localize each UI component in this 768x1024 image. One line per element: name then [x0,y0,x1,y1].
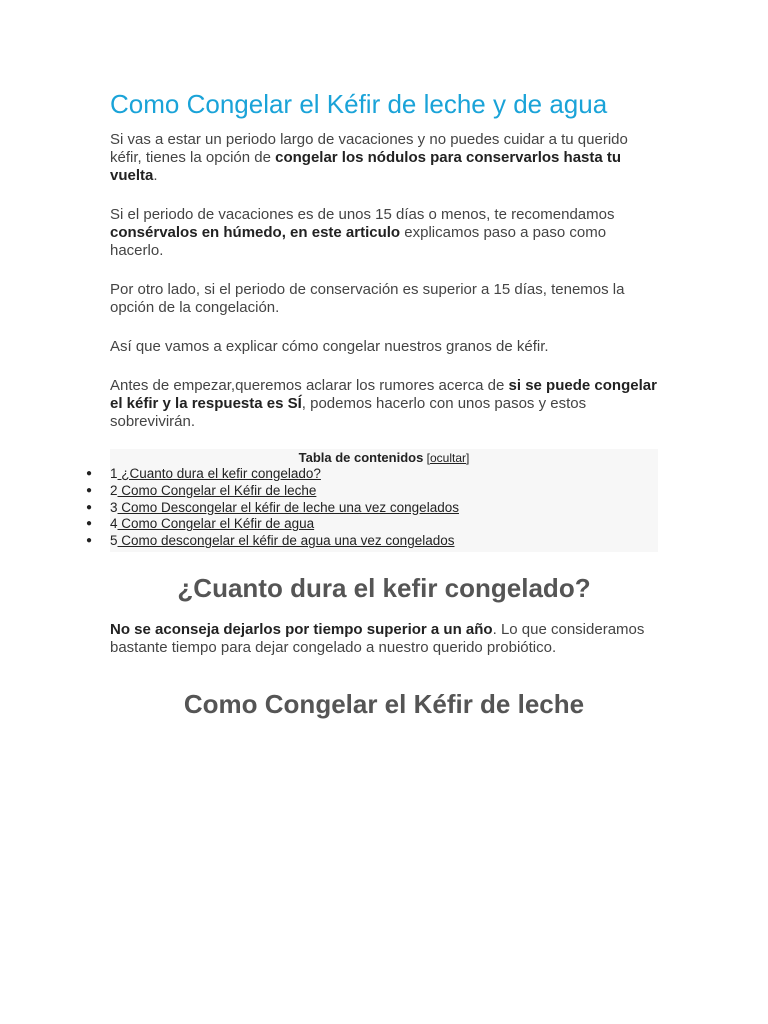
toc-item [86,533,658,550]
toc-list [86,466,658,550]
toc-link-cuanto-dura[interactable]: ¿Cuanto dura el kefir congelado? [117,466,321,481]
toc-link-congelar-leche[interactable]: Como Congelar el Kéfir de leche [117,482,317,498]
toc-link-congelar-agua[interactable]: Como Congelar el Kéfir de agua [117,516,315,532]
toc-link-descongelar-leche[interactable]: Como Descongelar el kéfir de leche una vez congelados [117,499,459,515]
bullet-icon: ● [86,468,93,479]
section-heading-cuanto-dura: ¿Cuanto dura el kefir congelado? [177,572,591,603]
intro-text: Si vas a estar un periodo largo de vacaciones y no puedes cuidar a tu querido kéfir, tienes la opción de [110,131,628,166]
toc-item [86,516,658,533]
vacation-paragraph [110,206,658,260]
explain-paragraph: Así que vamos a explicar cómo congelar nuestros granos de kéfir. [110,338,549,355]
article [86,88,658,737]
rumors-paragraph [110,377,658,431]
vacation-text: Si el periodo de vacaciones es de unos 15 días o menos, te recomendamos [110,206,615,223]
rumors-end-text: , podemos hacerlo con unos pasos y estos sobrevivirán. [110,395,587,430]
intro-bold-text: congelar los nódulos para conservarlos hasta tu vuelta [110,149,622,184]
toc-item [86,482,658,500]
intro-end-text: . [153,167,158,184]
duration-paragraph [110,621,658,657]
conservation-paragraph: Por otro lado, si el periodo de conservación es superior a 15 días, tenemos la opción de la congelación. [110,281,625,316]
section-heading-congelar-leche: Como Congelar el Kéfir de leche [183,688,585,719]
toc-header [110,450,658,466]
toc-hide-label[interactable]: ocultar [430,451,467,465]
bullet-icon: ● [86,518,93,530]
toc-item-number: 1 [110,466,118,481]
article-title: Como Congelar el Kéfir de leche y de agua [110,89,608,119]
bullet-icon: ● [86,501,93,513]
bullet-icon: ● [86,535,93,547]
toc-item-number: 5 [110,533,118,549]
toc-item-number: 4 [110,516,118,532]
rumors-bold-text: si se puede congelar el kéfir y la respuesta es SÍ [110,377,657,412]
toc-item-number: 2 [110,482,118,498]
vacation-end-text: explicamos paso a paso como hacerlo. [110,224,607,259]
toc-link-descongelar-agua[interactable]: Como descongelar el kéfir de agua una vez congelados [117,533,455,549]
toc-hide-toggle[interactable]: [ocultar] [423,451,470,465]
toc-item [86,499,658,517]
intro-paragraph [110,131,658,185]
toc-item [86,466,658,483]
duration-bold-text: No se aconseja dejarlos por tiempo superior a un año [110,620,493,638]
bullet-icon: ● [86,484,93,496]
duration-text: . Lo que consideramos bastante tiempo para dejar congelado a nuestro querido probiótico. [110,620,645,656]
toc-item-number: 3 [110,499,118,515]
table-of-contents [86,449,658,552]
toc-title: Tabla de contenidos [298,450,424,465]
humid-storage-link-text: consérvalos en húmedo, en este articulo [110,224,401,241]
rumors-text: Antes de empezar,queremos aclarar los rumores acerca de [110,377,509,394]
